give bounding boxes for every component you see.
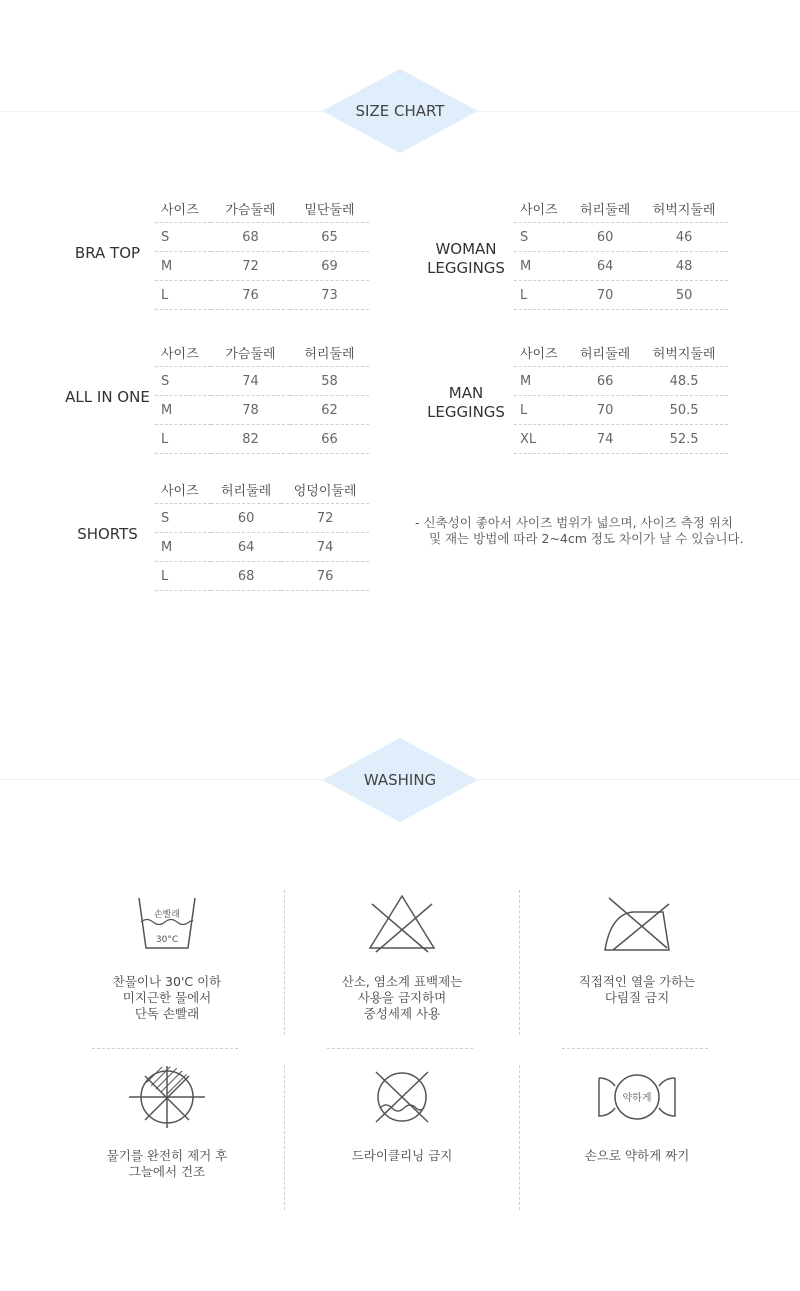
washing-item (302, 1064, 502, 1164)
size-table-shorts: 사이즈 허리둘레 엉덩이둘레 S 60 72 M 64 74 L 68 76 (155, 475, 369, 591)
washing-title: WASHING (363, 771, 437, 789)
washing-item (67, 1064, 267, 1180)
table-label: MAN LEGGINGS (427, 384, 505, 421)
no-bleach-icon (362, 890, 442, 956)
washing-title-badge (322, 738, 478, 822)
size-note: - 신축성이 좋아서 사이즈 범위가 넓으며, 사이즈 측정 위치 및 재는 방법에 따라 2~4cm 정도 차이가 날 수 있습니다. (415, 515, 744, 546)
table-row: L 70 50 (514, 281, 728, 310)
table-label: BRA TOP (74, 244, 141, 262)
table-row: L 76 73 (155, 281, 369, 310)
washing-text: 산소, 염소계 표백제는 사용을 금지하며 중성세제 사용 (341, 974, 463, 1021)
washing-text: 드라이클리닝 금지 (351, 1148, 453, 1163)
table-label: WOMAN LEGGINGS (427, 240, 505, 277)
size-table-all-in-one: 사이즈 가슴둘레 허리둘레 S 74 58 M 78 62 L 82 66 (155, 338, 369, 454)
table-row: L 70 50.5 (514, 396, 728, 425)
grid-divider (92, 1048, 238, 1049)
size-chart-title-badge (322, 69, 478, 153)
svg-text:30°C: 30°C (155, 935, 179, 945)
grid-divider (519, 890, 520, 1035)
washing-item (67, 890, 267, 1022)
svg-text:약하게: 약하게 (622, 1093, 652, 1104)
washing-text: 직접적인 열을 가하는 다림질 금지 (578, 974, 696, 1005)
washing-item (537, 1064, 737, 1164)
size-table-man-leggings: 사이즈 허리둘레 허벅지둘레 M 66 48.5 L 70 50.5 XL 74 52.5 (514, 338, 728, 454)
table-row: M 64 74 (155, 533, 369, 562)
washing-item (537, 890, 737, 1006)
grid-divider (327, 1048, 473, 1049)
grid-divider (562, 1048, 708, 1049)
table-row: L 82 66 (155, 425, 369, 454)
grid-divider (519, 1065, 520, 1210)
size-table-woman-leggings: 사이즈 허리둘레 허벅지둘레 S 60 46 M 64 48 L 70 50 (514, 194, 728, 310)
table-row: S 60 72 (155, 504, 369, 533)
table-row: M 72 69 (155, 252, 369, 281)
washing-text: 찬물이나 30'C 이하 미지근한 물에서 단독 손빨래 (112, 974, 222, 1021)
washing-item (302, 890, 502, 1022)
no-iron-icon (597, 890, 677, 956)
gentle-wring-icon (597, 1064, 677, 1130)
grid-divider (284, 1065, 285, 1210)
table-row: M 64 48 (514, 252, 728, 281)
table-row: M 78 62 (155, 396, 369, 425)
grid-divider (284, 890, 285, 1035)
table-label: SHORTS (77, 525, 138, 543)
washing-text: 손으로 약하게 짜기 (584, 1148, 690, 1163)
washing-text: 물기를 완전히 제거 후 그늘에서 건조 (106, 1148, 228, 1179)
table-row: M 66 48.5 (514, 367, 728, 396)
no-tumble-dry-icon (127, 1064, 207, 1130)
table-row: L 68 76 (155, 562, 369, 591)
svg-text:손빨래: 손빨래 (153, 910, 181, 920)
hand-wash-30c-icon (127, 890, 207, 956)
table-row: S 68 65 (155, 223, 369, 252)
size-table-bra-top: 사이즈 가슴둘레 밑단둘레 S 68 65 M 72 69 L 76 73 (155, 194, 369, 310)
size-chart-title: SIZE CHART (355, 102, 445, 120)
table-row: XL 74 52.5 (514, 425, 728, 454)
table-label: ALL IN ONE (65, 388, 150, 406)
table-row: S 60 46 (514, 223, 728, 252)
no-dry-clean-icon (362, 1064, 442, 1130)
table-row: S 74 58 (155, 367, 369, 396)
